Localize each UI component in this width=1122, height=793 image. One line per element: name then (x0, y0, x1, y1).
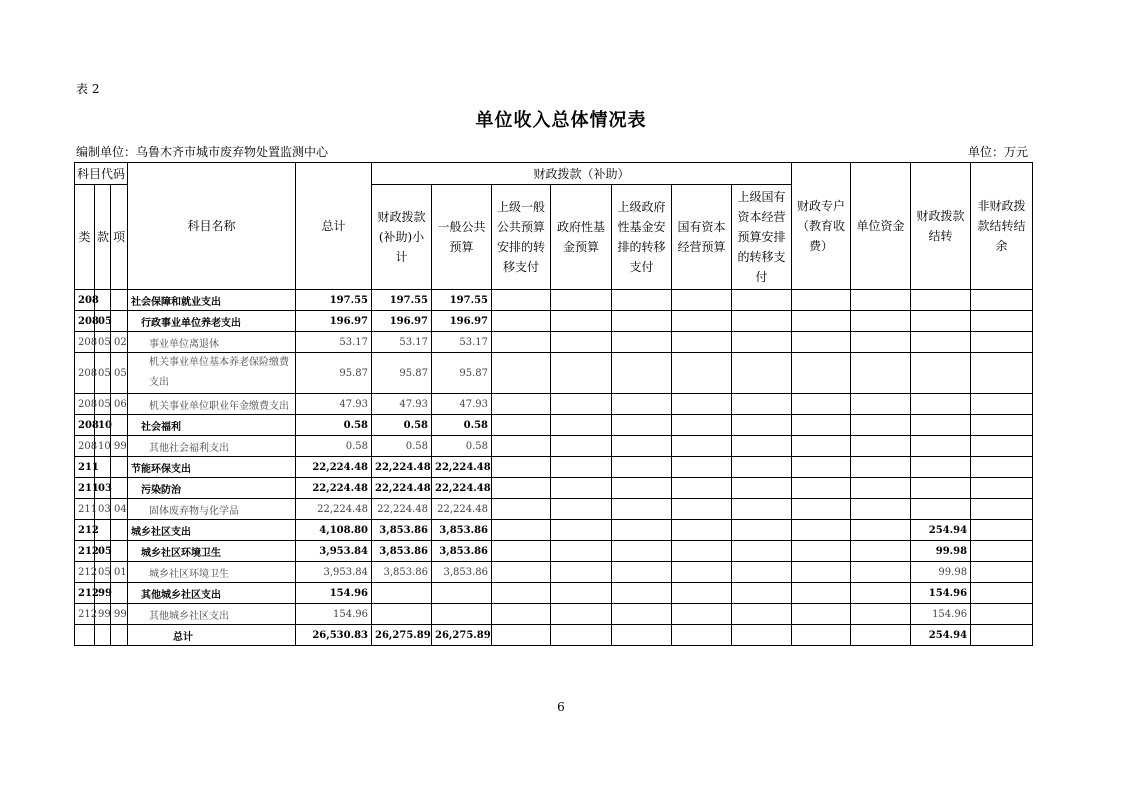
table-row (75, 583, 1033, 604)
fiscal-carryover-value: 99.98 (911, 562, 971, 583)
code-kuan: 10 (95, 415, 111, 436)
code-kuan: 99 (95, 583, 111, 604)
subject-name: 城乡社区环境卫生 (128, 541, 296, 562)
nonfiscal-carryover-value (971, 499, 1033, 520)
state-capital-value (672, 436, 732, 457)
total-value: 3,953.84 (296, 562, 372, 583)
state-capital-value (672, 520, 732, 541)
fiscal-carryover-value (911, 332, 971, 353)
upper-state-capital-transfer-value (732, 562, 792, 583)
code-lei: 212 (75, 583, 95, 604)
state-capital-value (672, 457, 732, 478)
subject-name: 城乡社区支出 (128, 520, 296, 541)
upper-general-transfer-value (492, 332, 551, 353)
nonfiscal-carryover-value (971, 311, 1033, 332)
subject-name: 社会保障和就业支出 (128, 290, 296, 311)
upper-state-capital-transfer-value (732, 311, 792, 332)
fiscal-special-value (792, 415, 851, 436)
gov-fund-value (551, 353, 612, 394)
fiscal-special-value (792, 436, 851, 457)
code-xiang (111, 311, 128, 332)
table-row (75, 436, 1033, 457)
code-xiang: 05 (111, 353, 128, 394)
total-row (75, 625, 1033, 646)
unit-funds-value (851, 394, 911, 415)
upper-general-transfer-value (492, 583, 551, 604)
gov-fund-value (551, 332, 612, 353)
fiscal-carryover-value (911, 290, 971, 311)
subject-name: 城乡社区环境卫生 (128, 562, 296, 583)
unit-funds-value (851, 604, 911, 625)
total-label: 总计 (128, 625, 296, 646)
fiscal-special-value (792, 478, 851, 499)
unit-funds-value (851, 311, 911, 332)
upper-gov-fund-transfer-value (612, 583, 672, 604)
general-public-value: 22,224.48 (432, 457, 492, 478)
upper-state-capital-transfer-value (732, 604, 792, 625)
fiscal-special-value (792, 290, 851, 311)
upper-state-capital-transfer-value (732, 478, 792, 499)
fiscal-carryover-value (911, 478, 971, 499)
upper-general-transfer-value (492, 604, 551, 625)
general-public-header: 一般公共预算 (432, 185, 492, 290)
upper-gov-fund-transfer-value (612, 311, 672, 332)
upper-state-capital-transfer-value (732, 436, 792, 457)
code-xiang: 99 (111, 604, 128, 625)
code-xiang (111, 457, 128, 478)
general-public-value: 3,853.86 (432, 520, 492, 541)
nonfiscal-carryover-value (971, 457, 1033, 478)
upper-general-transfer-value (492, 520, 551, 541)
general-public-value: 197.55 (432, 290, 492, 311)
unit-funds-value (851, 541, 911, 562)
upper-general-transfer-value (492, 311, 551, 332)
general-public-value (432, 583, 492, 604)
state-capital-value (672, 332, 732, 353)
code-lei: 212 (75, 562, 95, 583)
nonfiscal-carryover-value (971, 415, 1033, 436)
table-row (75, 541, 1033, 562)
gov-fund-value (551, 583, 612, 604)
subject-name: 其他社会福利支出 (128, 436, 296, 457)
subject-name: 节能环保支出 (128, 457, 296, 478)
fiscal-special-value (792, 604, 851, 625)
upper-gov-fund-transfer-header: 上级政府性基金安排的转移支付 (612, 185, 672, 290)
fiscal-subtotal-value: 22,224.48 (372, 457, 432, 478)
fiscal-carryover-value: 154.96 (911, 583, 971, 604)
gov-fund-value (551, 625, 612, 646)
upper-gov-fund-transfer-value (612, 541, 672, 562)
unit-funds-value (851, 457, 911, 478)
fiscal-carryover-value (911, 415, 971, 436)
state-capital-value (672, 562, 732, 583)
total-value: 47.93 (296, 394, 372, 415)
upper-state-capital-transfer-value (732, 499, 792, 520)
state-capital-value (672, 478, 732, 499)
fiscal-carryover-value (911, 436, 971, 457)
code-kuan: 05 (95, 394, 111, 415)
code-xiang (111, 415, 128, 436)
unit-funds-header: 单位资金 (851, 163, 911, 290)
table-row (75, 311, 1033, 332)
fiscal-special-value (792, 311, 851, 332)
upper-general-transfer-value (492, 541, 551, 562)
general-public-value: 22,224.48 (432, 478, 492, 499)
fiscal-subtotal-value: 0.58 (372, 415, 432, 436)
fiscal-carryover-value (911, 394, 971, 415)
table-row (75, 353, 1033, 394)
gov-fund-value (551, 541, 612, 562)
fiscal-special-value (792, 583, 851, 604)
fiscal-special-value (792, 499, 851, 520)
fiscal-subtotal-value: 95.87 (372, 353, 432, 394)
state-capital-value (672, 311, 732, 332)
upper-gov-fund-transfer-value (612, 625, 672, 646)
state-capital-value (672, 415, 732, 436)
upper-state-capital-transfer-value (732, 520, 792, 541)
general-public-value: 3,853.86 (432, 562, 492, 583)
upper-general-transfer-value (492, 457, 551, 478)
code-xiang (111, 583, 128, 604)
code-xiang: 04 (111, 499, 128, 520)
code-xiang (111, 520, 128, 541)
total-value: 0.58 (296, 436, 372, 457)
subject-name: 行政事业单位养老支出 (128, 311, 296, 332)
page-title: 单位收入总体情况表 (475, 110, 647, 131)
general-public-value: 0.58 (432, 436, 492, 457)
code-lei: 208 (75, 394, 95, 415)
fiscal-subtotal-value (372, 604, 432, 625)
table-row (75, 332, 1033, 353)
total-value: 53.17 (296, 332, 372, 353)
code-xiang: 06 (111, 394, 128, 415)
code-lei: 211 (75, 457, 95, 478)
table-row (75, 520, 1033, 541)
table-row (75, 499, 1033, 520)
code-kuan (95, 625, 111, 646)
nonfiscal-carryover-value (971, 478, 1033, 499)
org-name: 编制单位：乌鲁木齐市城市废弃物处置监测中心 (76, 145, 329, 159)
code-xiang (111, 478, 128, 499)
code-lei: 211 (75, 478, 95, 499)
code-xiang (111, 290, 128, 311)
upper-gov-fund-transfer-value (612, 436, 672, 457)
upper-state-capital-transfer-value (732, 332, 792, 353)
total-value: 22,224.48 (296, 499, 372, 520)
state-capital-value (672, 604, 732, 625)
code-xiang (111, 541, 128, 562)
code-kuan: 03 (95, 499, 111, 520)
total-value: 196.97 (296, 311, 372, 332)
fiscal-subtotal-value: 196.97 (372, 311, 432, 332)
upper-gov-fund-transfer-value (612, 290, 672, 311)
fiscal-special-value (792, 541, 851, 562)
table-row (75, 562, 1033, 583)
total-value: 197.55 (296, 290, 372, 311)
fiscal-special-value (792, 353, 851, 394)
table-row (75, 478, 1033, 499)
gov-fund-header: 政府性基金预算 (551, 185, 612, 290)
code-lei: 208 (75, 436, 95, 457)
fiscal-subtotal-value: 3,853.86 (372, 541, 432, 562)
general-public-value: 196.97 (432, 311, 492, 332)
fiscal-carryover-value: 254.94 (911, 520, 971, 541)
upper-gov-fund-transfer-value (612, 478, 672, 499)
fiscal-special-value (792, 625, 851, 646)
code-lei: 208 (75, 290, 95, 311)
upper-state-capital-transfer-value (732, 394, 792, 415)
fiscal-subtotal-value: 47.93 (372, 394, 432, 415)
fiscal-subtotal-value: 3,853.86 (372, 562, 432, 583)
upper-gov-fund-transfer-value (612, 604, 672, 625)
code-group-header: 科目代码 (75, 163, 128, 185)
upper-state-capital-transfer-value (732, 583, 792, 604)
upper-general-transfer-value (492, 353, 551, 394)
unit-funds-value (851, 478, 911, 499)
fiscal-carryover-value: 99.98 (911, 541, 971, 562)
fiscal-carryover-value (911, 311, 971, 332)
code-xiang: 01 (111, 562, 128, 583)
state-capital-value (672, 394, 732, 415)
fiscal-subtotal-value: 53.17 (372, 332, 432, 353)
gov-fund-value (551, 520, 612, 541)
nonfiscal-carryover-value (971, 625, 1033, 646)
total-value: 3,953.84 (296, 541, 372, 562)
nonfiscal-carryover-value (971, 541, 1033, 562)
gov-fund-value (551, 478, 612, 499)
unit-funds-value (851, 332, 911, 353)
table-label: 表 2 (76, 82, 100, 96)
table-row (75, 290, 1033, 311)
upper-gov-fund-transfer-value (612, 332, 672, 353)
code-lei (75, 625, 95, 646)
fiscal-subtotal-value: 22,224.48 (372, 478, 432, 499)
upper-state-capital-transfer-value (732, 457, 792, 478)
subject-name: 事业单位离退休 (128, 332, 296, 353)
fiscal-subtotal-value: 3,853.86 (372, 520, 432, 541)
fiscal-group-header: 财政拨款（补助） (372, 163, 792, 185)
fiscal-carryover-value (911, 353, 971, 394)
unit-funds-value (851, 625, 911, 646)
fiscal-subtotal-header: 财政拨款(补助)小计 (372, 185, 432, 290)
upper-general-transfer-value (492, 415, 551, 436)
code-kuan: 99 (95, 604, 111, 625)
upper-gov-fund-transfer-value (612, 499, 672, 520)
upper-state-capital-transfer-value (732, 541, 792, 562)
unit-funds-value (851, 436, 911, 457)
fiscal-carryover-value (911, 499, 971, 520)
upper-gov-fund-transfer-value (612, 520, 672, 541)
fiscal-subtotal-value: 197.55 (372, 290, 432, 311)
state-capital-value (672, 625, 732, 646)
total-value: 95.87 (296, 353, 372, 394)
fiscal-carryover-value: 254.94 (911, 625, 971, 646)
upper-gov-fund-transfer-value (612, 562, 672, 583)
upper-state-capital-transfer-value (732, 415, 792, 436)
general-public-value: 47.93 (432, 394, 492, 415)
general-public-value: 3,853.86 (432, 541, 492, 562)
total-value: 0.58 (296, 415, 372, 436)
gov-fund-value (551, 290, 612, 311)
state-capital-value (672, 541, 732, 562)
gov-fund-value (551, 394, 612, 415)
upper-gov-fund-transfer-value (612, 394, 672, 415)
code-kuan: 10 (95, 436, 111, 457)
upper-general-transfer-value (492, 436, 551, 457)
table-row (75, 604, 1033, 625)
general-public-value: 26,275.89 (432, 625, 492, 646)
upper-state-capital-transfer-header: 上级国有资本经营预算安排的转移支付 (732, 185, 792, 290)
code-kuan: 05 (95, 541, 111, 562)
table-row (75, 457, 1033, 478)
nonfiscal-carryover-value (971, 290, 1033, 311)
upper-gov-fund-transfer-value (612, 415, 672, 436)
state-capital-value (672, 583, 732, 604)
code-kuan: 05 (95, 311, 111, 332)
general-public-value: 22,224.48 (432, 499, 492, 520)
general-public-value: 0.58 (432, 415, 492, 436)
code-xiang (111, 625, 128, 646)
general-public-value: 95.87 (432, 353, 492, 394)
subject-name: 机关事业单位基本养老保险缴费支出 (128, 353, 296, 394)
unit-funds-value (851, 499, 911, 520)
code-xiang: 02 (111, 332, 128, 353)
nonfiscal-carryover-value (971, 562, 1033, 583)
subject-name: 机关事业单位职业年金缴费支出 (128, 394, 296, 415)
nonfiscal-carryover-value (971, 353, 1033, 394)
total-value: 22,224.48 (296, 478, 372, 499)
nonfiscal-carryover-value (971, 583, 1033, 604)
code-lei: 212 (75, 520, 95, 541)
nonfiscal-carryover-value (971, 520, 1033, 541)
gov-fund-value (551, 311, 612, 332)
upper-general-transfer-value (492, 499, 551, 520)
gov-fund-value (551, 562, 612, 583)
subject-name: 固体废弃物与化学品 (128, 499, 296, 520)
gov-fund-value (551, 604, 612, 625)
fiscal-carryover-value (911, 457, 971, 478)
nonfiscal-carryover-header: 非财政拨款结转结余 (971, 163, 1033, 290)
kuan-header: 款 (95, 185, 111, 290)
subject-name: 社会福利 (128, 415, 296, 436)
upper-state-capital-transfer-value (732, 290, 792, 311)
fiscal-special-value (792, 457, 851, 478)
upper-state-capital-transfer-value (732, 353, 792, 394)
lei-header: 类 (75, 185, 95, 290)
unit-label: 单位：万元 (967, 145, 1028, 159)
page-number: 6 (557, 700, 565, 714)
unit-funds-value (851, 353, 911, 394)
subject-name: 污染防治 (128, 478, 296, 499)
table-row (75, 394, 1033, 415)
code-lei: 212 (75, 604, 95, 625)
total-value: 154.96 (296, 604, 372, 625)
total-value: 154.96 (296, 583, 372, 604)
fiscal-carryover-header: 财政拨款结转 (911, 163, 971, 290)
subject-name: 其他城乡社区支出 (128, 583, 296, 604)
unit-funds-value (851, 583, 911, 604)
upper-general-transfer-value (492, 625, 551, 646)
unit-funds-value (851, 562, 911, 583)
nonfiscal-carryover-value (971, 604, 1033, 625)
code-xiang: 99 (111, 436, 128, 457)
state-capital-value (672, 353, 732, 394)
total-value: 4,108.80 (296, 520, 372, 541)
fiscal-subtotal-value (372, 583, 432, 604)
upper-gov-fund-transfer-value (612, 457, 672, 478)
code-kuan: 05 (95, 353, 111, 394)
subject-name: 其他城乡社区支出 (128, 604, 296, 625)
fiscal-special-value (792, 520, 851, 541)
general-public-value (432, 604, 492, 625)
code-kuan: 03 (95, 478, 111, 499)
fiscal-subtotal-value: 22,224.48 (372, 499, 432, 520)
fiscal-special-value (792, 332, 851, 353)
upper-general-transfer-value (492, 290, 551, 311)
gov-fund-value (551, 415, 612, 436)
code-lei: 211 (75, 499, 95, 520)
gov-fund-value (551, 436, 612, 457)
state-capital-header: 国有资本经营预算 (672, 185, 732, 290)
nonfiscal-carryover-value (971, 332, 1033, 353)
nonfiscal-carryover-value (971, 394, 1033, 415)
gov-fund-value (551, 457, 612, 478)
state-capital-value (672, 499, 732, 520)
total-value: 26,530.83 (296, 625, 372, 646)
upper-general-transfer-header: 上级一般公共预算安排的转移支付 (492, 185, 551, 290)
fiscal-special-value (792, 394, 851, 415)
code-lei: 208 (75, 332, 95, 353)
unit-funds-value (851, 290, 911, 311)
income-table (74, 162, 1033, 646)
fiscal-special-header: 财政专户（教育收费） (792, 163, 851, 290)
upper-general-transfer-value (492, 478, 551, 499)
nonfiscal-carryover-value (971, 436, 1033, 457)
upper-gov-fund-transfer-value (612, 353, 672, 394)
state-capital-value (672, 290, 732, 311)
fiscal-subtotal-value: 0.58 (372, 436, 432, 457)
code-lei: 212 (75, 541, 95, 562)
fiscal-carryover-value: 154.96 (911, 604, 971, 625)
upper-general-transfer-value (492, 562, 551, 583)
unit-funds-value (851, 415, 911, 436)
code-kuan: 05 (95, 332, 111, 353)
code-lei: 208 (75, 415, 95, 436)
subject-name-header: 科目名称 (128, 163, 296, 290)
unit-funds-value (851, 520, 911, 541)
fiscal-special-value (792, 562, 851, 583)
gov-fund-value (551, 499, 612, 520)
code-lei: 208 (75, 311, 95, 332)
total-value: 22,224.48 (296, 457, 372, 478)
fiscal-subtotal-value: 26,275.89 (372, 625, 432, 646)
general-public-value: 53.17 (432, 332, 492, 353)
upper-general-transfer-value (492, 394, 551, 415)
upper-state-capital-transfer-value (732, 625, 792, 646)
code-kuan: 05 (95, 562, 111, 583)
code-lei: 208 (75, 353, 95, 394)
total-header: 总计 (296, 163, 372, 290)
table-row (75, 415, 1033, 436)
xiang-header: 项 (111, 185, 128, 290)
